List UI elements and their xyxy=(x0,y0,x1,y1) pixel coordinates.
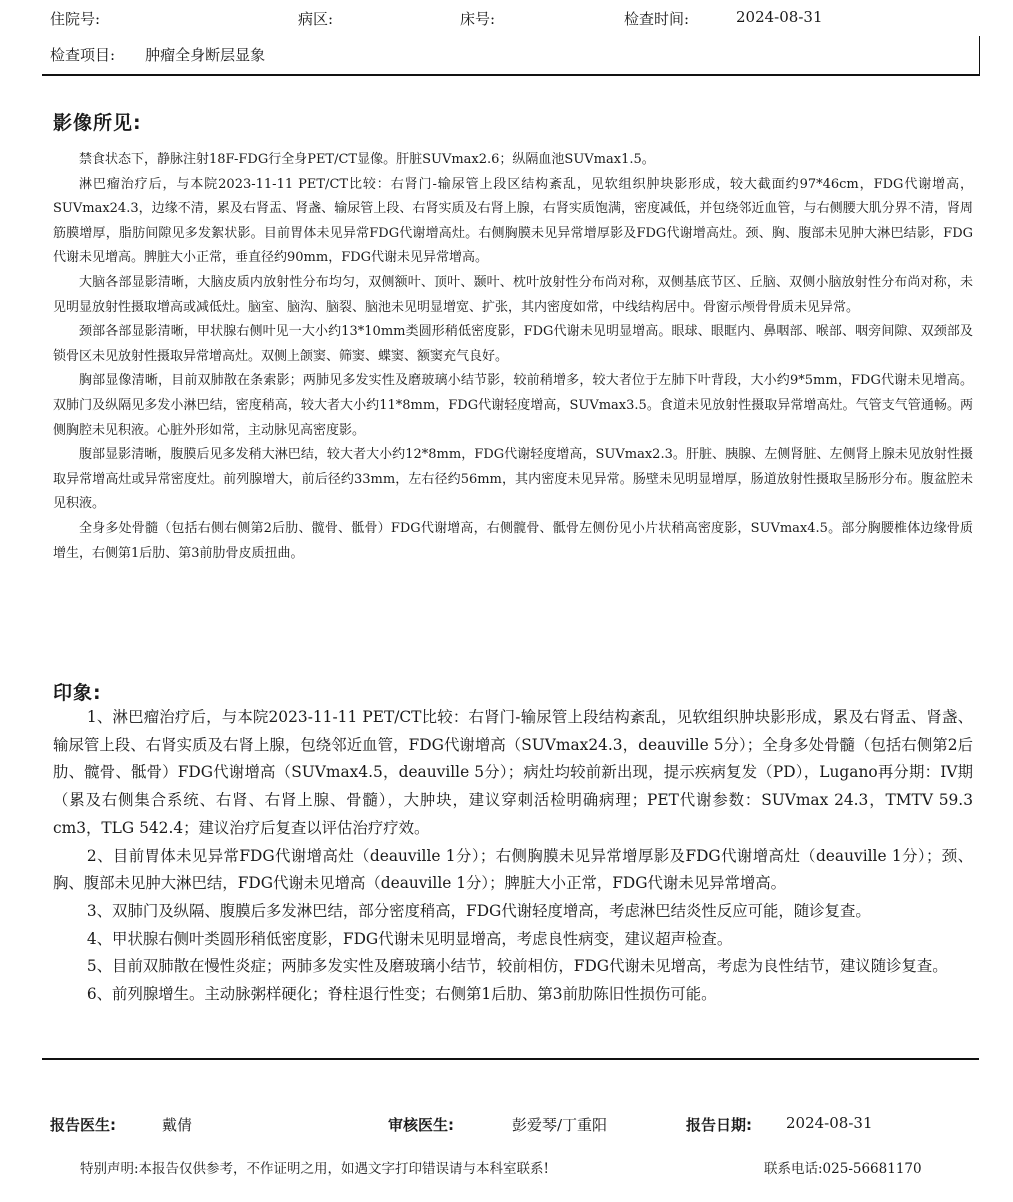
findings-paragraph: 颈部各部显影清晰，甲状腺右侧叶见一大小约13*10mm类圆形稍低密度影，FDG代谢未见明显增高。眼球、眼眶内、鼻咽部、喉部、咽旁间隙、双颈部及锁骨区未见放射性摄取异常增高灶。双侧上颌窦、筛窦、蝶窦、额窦充气良好。 xyxy=(53,324,973,364)
impression-item: 5、目前双肺散在慢性炎症；两肺多发实性及磨玻璃小结节，较前相仿，FDG代谢未见增高，考虑为良性结节，建议随诊复查。 xyxy=(86,957,948,976)
patient-info-row xyxy=(50,6,979,30)
impression-item: 4、甲状腺右侧叶类圆形稍低密度影，FDG代谢未见明显增高，考虑良性病变，建议超声检查。 xyxy=(86,929,733,948)
report-date-value: 2024-08-31 xyxy=(786,1114,873,1132)
ward-label: 病区: xyxy=(298,10,334,28)
impression-item: 1、淋巴瘤治疗后，与本院2023-11-11 PET/CT比较：右肾门-输尿管上段结构紊乱，见软组织肿块影形成，累及右肾盂、肾盏、输尿管上段、右肾实质及右肾上腺，包绕邻近血管，FDG代谢增高（SUVmax24.3，deauville 5分）；全身多处骨髓（包括右侧第2后肋、髋骨、骶骨）FDG代谢增高（SUVmax4.5，deauville 5分）；病灶均较前新出现，提示疾病复发（PD），Lugano再分期：IV期（累及右侧集合系统、右肾、右肾上腺、骨髓），大肿块，建议穿刺活检明确病理；PET代谢参数：SUVmax 24.3，TMTV 59.3 cm3，TLG 542.4；建议治疗后复查以评估治疗疗效。 xyxy=(53,708,973,837)
findings-title: 影像所见: xyxy=(53,112,142,134)
bed-label: 床号: xyxy=(460,10,496,28)
signature-row xyxy=(50,1114,979,1138)
disclaimer-text: 特别声明:本报告仅供参考，不作证明之用，如遇文字打印错误请与本科室联系! xyxy=(80,1161,549,1177)
findings-paragraph: 大脑各部显影清晰，大脑皮质内放射性分布均匀，双侧额叶、顶叶、颞叶、枕叶放射性分布尚对称，双侧基底节区、丘脑、双侧小脑放射性分布尚对称，未见明显放射性摄取增高或减低灶。脑室、脑沟、脑裂、脑池未见明显增宽、扩张，其内密度如常，中线结构居中。骨窗示颅骨骨质未见异常。 xyxy=(53,274,973,315)
findings-paragraph: 胸部显像清晰，目前双肺散在条索影；两肺见多发实性及磨玻璃小结节影，较前稍增多，较大者位于左肺下叶背段，大小约9*5mm，FDG代谢未见增高。双肺门及纵隔见多发小淋巴结，密度稍高，较大者大小约11*8mm，FDG代谢轻度增高，SUVmax3.5。食道未见放射性摄取异常增高灶。气管支气管通畅。两侧胸腔未见积液。心脏外形如常，主动脉见高密度影。 xyxy=(53,373,973,438)
findings-paragraph: 全身多处骨髓（包括右侧右侧第2后肋、髋骨、骶骨）FDG代谢增高，右侧髋骨、骶骨左侧份见小片状稍高密度影，SUVmax4.5。部分胸腰椎体边缘骨质增生，右侧第1后肋、第3前肋骨皮质扭曲。 xyxy=(53,520,973,561)
report-doctor-label: 报告医生: xyxy=(50,1116,116,1134)
findings-paragraph: 腹部显影清晰，腹膜后见多发稍大淋巴结，较大者大小约12*8mm，FDG代谢轻度增高，SUVmax2.3。肝脏、胰腺、左侧肾脏、左侧肾上腺未见放射性摄取异常增高灶或异常密度灶。前列腺增大，前后径约33mm，左右径约56mm，其内密度未见异常。肠壁未见明显增厚，肠道放射性摄取呈肠形分布。腹盆腔未见积液。 xyxy=(53,447,973,512)
exam-time-label: 检查时间: xyxy=(624,10,690,28)
impression-item: 6、前列腺增生。主动脉粥样硬化；脊柱退行性变；右侧第1后肋、第3前肋陈旧性损伤可能。 xyxy=(86,985,717,1004)
contact-phone: 联系电话:025-56681170 xyxy=(764,1161,922,1177)
report-date-label: 报告日期: xyxy=(686,1116,752,1134)
impression-body xyxy=(53,704,973,1009)
findings-paragraph: 禁食状态下，静脉注射18F-FDG行全身PET/CT显像。肝脏SUVmax2.6；纵隔血池SUVmax1.5。 xyxy=(79,152,655,167)
exam-time-value: 2024-08-31 xyxy=(736,8,823,26)
review-doctor-value: 彭爱琴/丁重阳 xyxy=(512,1116,608,1134)
admission-no-label: 住院号: xyxy=(50,10,101,28)
report-doctor-value: 戴倩 xyxy=(162,1116,193,1134)
findings-body xyxy=(53,148,973,566)
header-divider xyxy=(42,74,979,76)
exam-item-label: 检查项目: xyxy=(50,46,116,64)
exam-item-row xyxy=(50,44,265,65)
findings-paragraph: 淋巴瘤治疗后，与本院2023-11-11 PET/CT比较：右肾门-输尿管上段区结构紊乱，见软组织肿块影形成，较大截面约97*46cm，FDG代谢增高，SUVmax24.3，边缘不清，累及右肾盂、肾盏、输尿管上段、右肾实质及右肾上腺，右肾实质饱满，密度减低，并包绕邻近血管，与右侧腰大肌分界不清，肾周筋膜增厚，脂肪间隙见多发絮状影。目前胃体未见异常FDG代谢增高灶。右侧胸膜未见异常增厚影及FDG代谢增高灶。颈、胸、腹部未见肿大淋巴结影，FDG代谢未见增高。脾脏大小正常，垂直径约90mm，FDG代谢未见异常增高。 xyxy=(53,176,973,266)
exam-item-value: 肿瘤全身断层显象 xyxy=(145,46,266,64)
impression-item: 3、双肺门及纵隔、腹膜后多发淋巴结，部分密度稍高，FDG代谢轻度增高，考虑淋巴结炎性反应可能，随诊复查。 xyxy=(86,901,871,920)
review-doctor-label: 审核医生: xyxy=(388,1116,454,1134)
impression-divider xyxy=(42,1058,979,1060)
impression-title: 印象: xyxy=(53,682,102,704)
impression-item: 2、目前胃体未见异常FDG代谢增高灶（deauville 1分）；右侧胸膜未见异常增厚影及FDG代谢增高灶（deauville 1分）；颈、胸、腹部未见肿大淋巴结，FDG代谢未见增高（deauville 1分）；脾脏大小正常，FDG代谢未见异常增高。 xyxy=(53,846,973,893)
header-divider-vertical xyxy=(979,36,980,76)
